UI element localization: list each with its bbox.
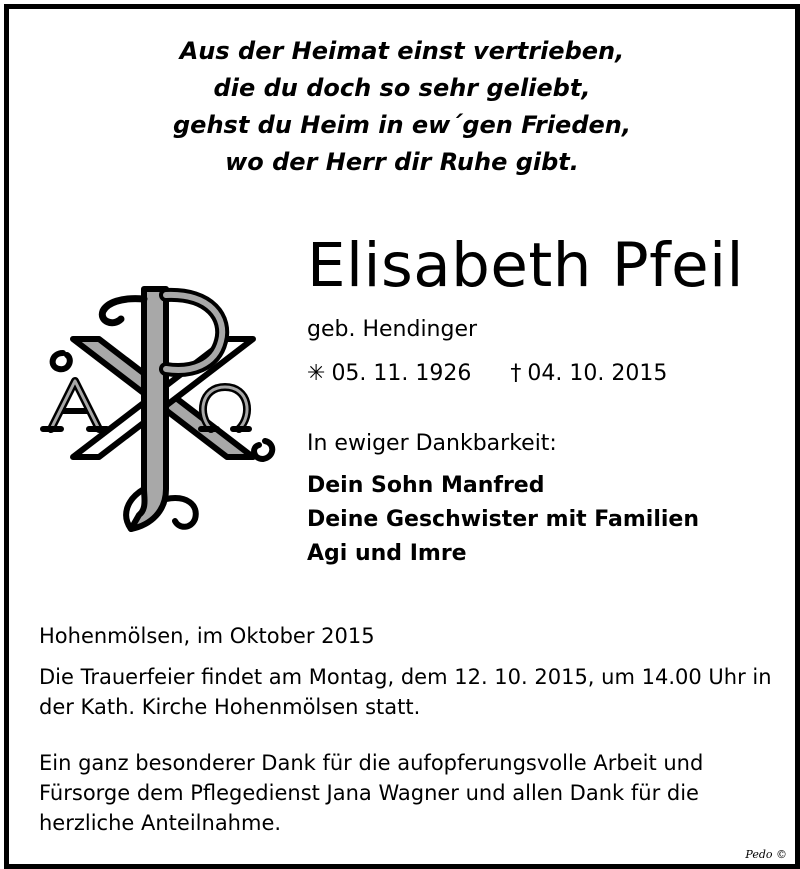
birth-name: geb. Hendinger [307, 317, 478, 342]
birth-date: 05. 11. 1926 [331, 361, 472, 386]
death-date: 04. 10. 2015 [527, 361, 668, 386]
poem-line: gehst du Heim in ew´gen Frieden, [172, 111, 631, 139]
gratitude-text: Ein ganz besonderer Dank für die aufopferungsvolle Arbeit und Fürsorge dem Pflegedienst Jana Wagner und allen Dank für die herzliche Anteilnahme. [39, 751, 704, 835]
obituary-notice [4, 4, 800, 869]
funeral-service-info: Die Trauerfeier findet am Montag, dem 12. 10. 2015, um 14.00 Uhr in der Kath. Kirche Hohenmölsen statt. [39, 665, 772, 719]
poem [9, 33, 795, 181]
place-date: Hohenmölsen, im Oktober 2015 [39, 624, 375, 648]
mourners-intro: In ewiger Dankbarkeit: [307, 431, 557, 456]
death-cross-icon: † [510, 361, 522, 386]
poem-line: wo der Herr dir Ruhe gibt. [225, 148, 579, 176]
mourner-name: Agi und Imre [307, 541, 467, 566]
life-dates [307, 359, 667, 389]
poem-line: Aus der Heimat einst vertrieben, [179, 37, 625, 65]
deceased-name: Elisabeth Pfeil [307, 230, 745, 301]
poem-line: die du doch so sehr geliebt, [213, 74, 591, 102]
mourner-name: Deine Geschwister mit Familien [307, 507, 700, 532]
mourner-name: Dein Sohn Manfred [307, 473, 545, 498]
birth-star-icon: ✳ [307, 361, 326, 386]
mourners-list [307, 469, 699, 571]
chi-rho-alpha-omega-icon [21, 279, 281, 554]
designer-signature: Pedo © [745, 848, 787, 861]
